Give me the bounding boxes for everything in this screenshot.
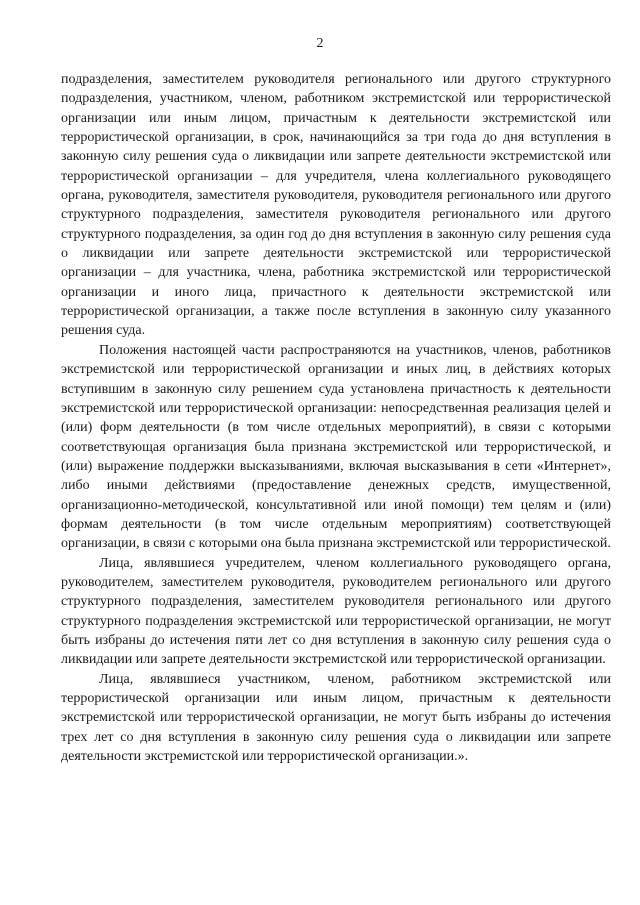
document-body — [61, 70, 611, 766]
paragraph-1: подразделения, заместителем руководителя регионального или другого структурного подразделения, участником, членом, работником экстремистской или террористической организации или иным лицом, причастным к деятельности экстремистской или террористической организации, в срок, начинающийся за три года до дня вступления в законную силу решения суда о ликвидации или запрете деятельности экстремистской или террористической организации – для учредителя, члена коллегиального руководящего органа, руководителя, заместителя руководителя, руководителя регионального или другого структурного подразделения, заместителя руководителя регионального или другого структурного подразделения, за один год до дня вступления в законную силу решения суда о ликвидации или запрете деятельности экстремистской или террористической организации – для участника, члена, работника экстремистской или террористической организации и иного лица, причастного к деятельности экстремистской или террористической организации, а также после вступления в законную силу указанного решения суда. — [61, 72, 611, 339]
paragraph-4: Лица, являвшиеся участником, членом, работником экстремистской или террористической организации или иным лицом, причастным к деятельности экстремистской или террористической организации, не могут быть избраны до истечения трех лет со дня вступления в законную силу решения суда о ликвидации или запрете деятельности экстремистской или террористической организации.». — [61, 671, 611, 765]
page-number: 2 — [316, 36, 324, 51]
paragraph-2: Положения настоящей части распространяются на участников, членов, работников экстремистской или террористической организации и иных лиц, в действиях которых вступившим в законную силу решением суда установлена причастность к деятельности экстремистской или террористической организации: непосредственная реализация целей и (или) форм деятельности (в том числе отдельных мероприятий), в связи с которыми соответствующая организация была признана экстремистской или террористической, и (или) выражение поддержки высказываниями, включая высказывания в сети «Интернет», либо иными действиями (предоставление денежных средств, имущественной, организационно-методической, консультативной или иной помощи) тем целям и (или) формам деятельности (в том числе отдельным мероприятиям) соответствующей организации, в связи с которыми она была признана экстремистской или террористической. — [61, 342, 611, 552]
paragraph-3: Лица, являвшиеся учредителем, членом коллегиального руководящего органа, руководителем, заместителем руководителя, руководителем регионального или другого структурного подразделения, заместителем руководителя регионального или другого структурного подразделения экстремистской или террористической организации, не могут быть избраны до истечения пяти лет со дня вступления в законную силу решения суда о ликвидации или запрете деятельности экстремистской или террористической организации. — [61, 555, 611, 668]
